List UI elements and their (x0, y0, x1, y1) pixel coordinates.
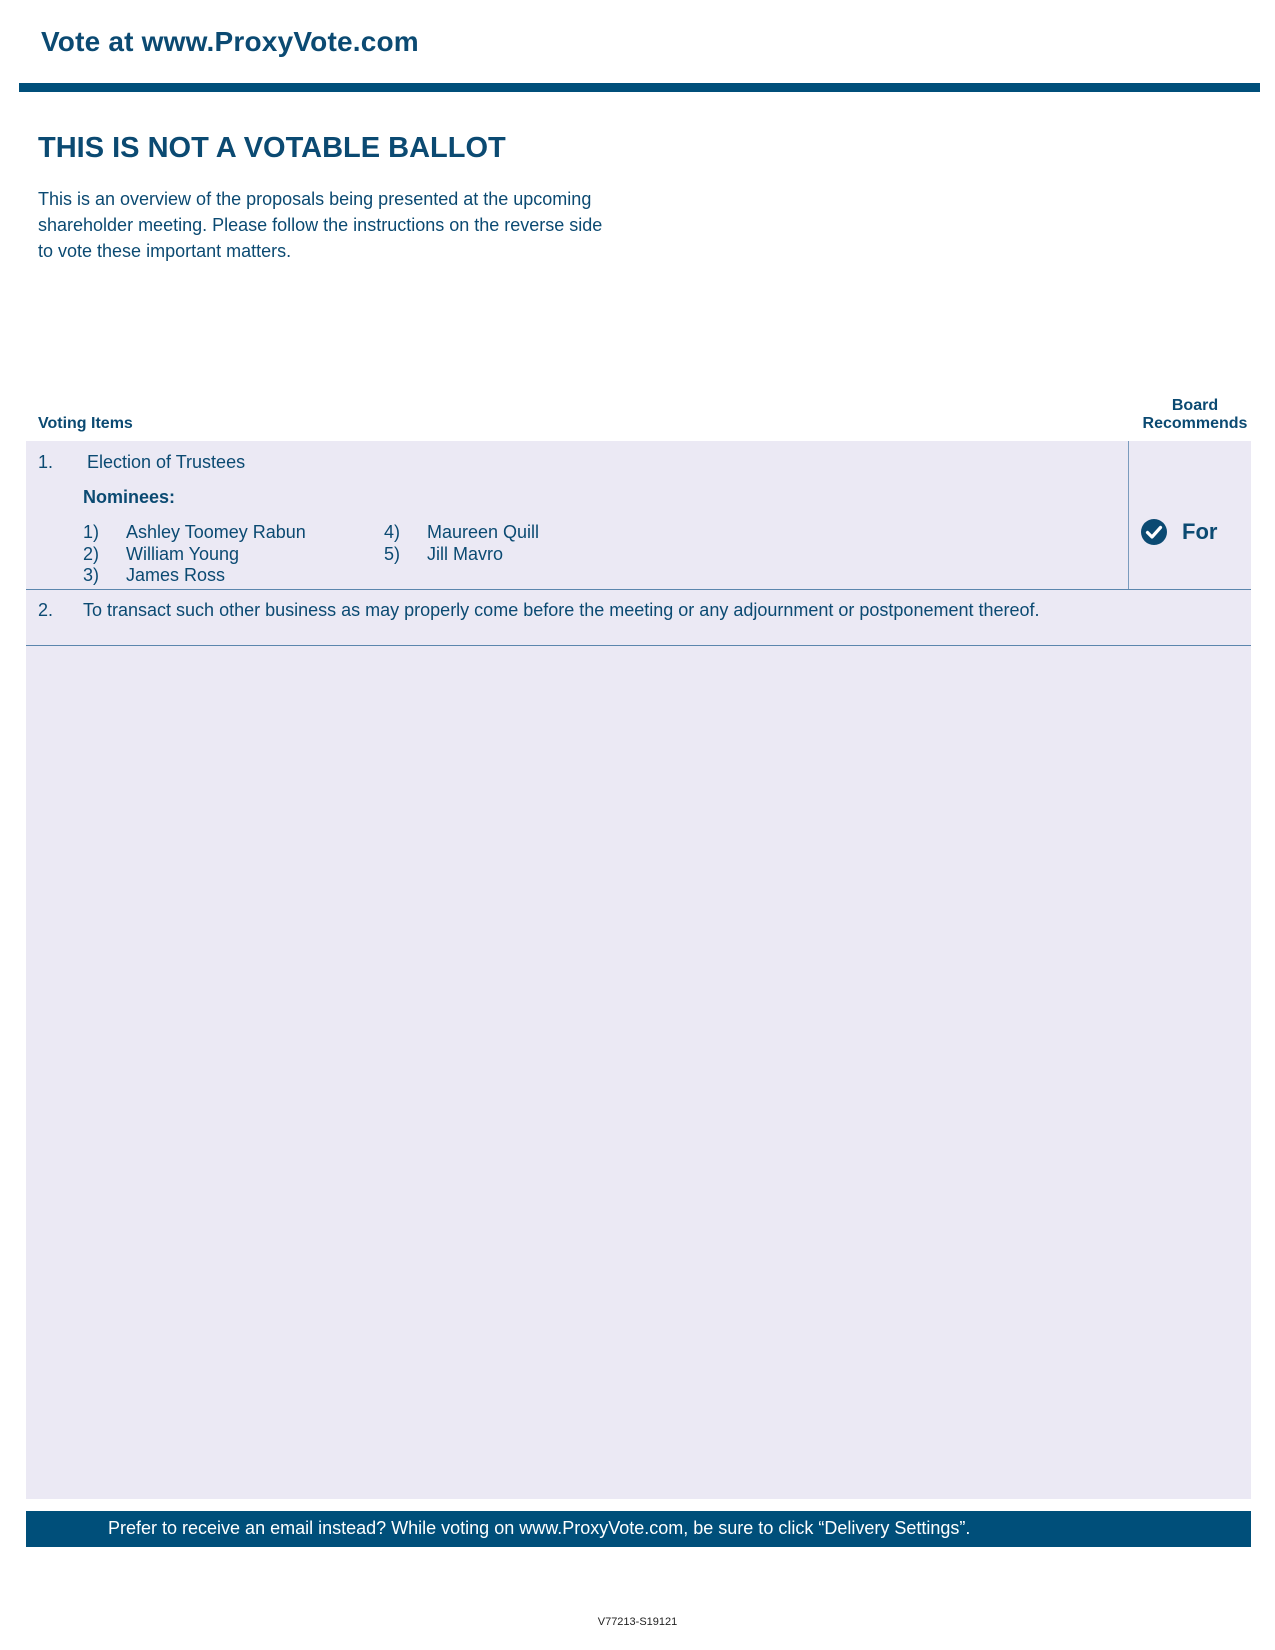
nominee-number: 2) (83, 544, 100, 564)
board-label: Board (1171, 397, 1219, 414)
nominees-label: Nominees: (83, 487, 176, 507)
nominee-3 (83, 565, 225, 586)
nominee-number: 5) (384, 544, 401, 564)
nominee-5 (384, 544, 503, 565)
header-rule (19, 83, 1260, 92)
header-title: Vote at www.ProxyVote.com (41, 26, 419, 57)
recommendation-column-divider (1128, 441, 1129, 589)
nominee-name: James Ross (126, 565, 226, 585)
nominee-number: 3) (83, 565, 100, 585)
column-header-voting-items: Voting Items (38, 415, 133, 432)
notice-title: THIS IS NOT A VOTABLE BALLOT (38, 132, 506, 164)
voting-item-1-text: Election of Trustees (87, 452, 246, 472)
nominee-name: Maureen Quill (427, 522, 540, 542)
footer-bar (26, 1511, 1251, 1547)
voting-item-1-number: 1. (38, 452, 54, 472)
nominee-number: 1) (83, 522, 100, 542)
recommends-label: Recommends (1142, 415, 1248, 432)
nominee-2 (83, 544, 239, 565)
voting-item-2-number: 2. (38, 600, 54, 620)
check-circle-icon (1140, 518, 1168, 546)
nominee-name: Jill Mavro (427, 544, 504, 564)
nominee-4 (384, 522, 539, 543)
recommendation-label: For (1182, 519, 1218, 544)
nominee-number: 4) (384, 522, 401, 542)
row-divider-1 (26, 589, 1251, 590)
voting-item-2-text: To transact such other business as may properly come before the meeting or any adjournment or postponement thereof. (83, 600, 1040, 620)
document-code: V77213-S19121 (597, 1616, 678, 1628)
nominee-name: Ashley Toomey Rabun (126, 522, 306, 542)
nominee-name: William Young (126, 544, 240, 564)
intro-text: This is an overview of the proposals being presented at the upcoming shareholder meeting. Please follow the instructions on the reverse side to vote these important matters. (38, 189, 603, 261)
footer-text: Prefer to receive an email instead? While voting on www.ProxyVote.com, be sure to click “Delivery Settings”. (108, 1518, 971, 1538)
nominee-1 (83, 522, 306, 543)
board-recommendation-item-1 (1140, 518, 1217, 546)
row-divider-2 (26, 645, 1251, 646)
column-header-board-recommends (1128, 397, 1262, 433)
